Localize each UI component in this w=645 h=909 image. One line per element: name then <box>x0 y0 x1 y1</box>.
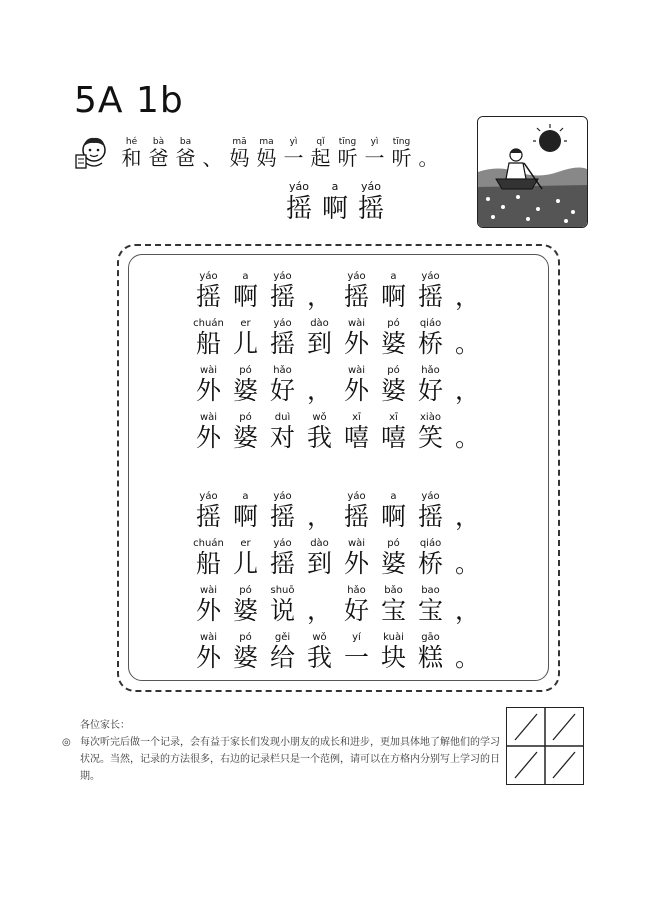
char-cell <box>449 537 486 579</box>
hanzi: 妈 <box>229 146 250 170</box>
poem-line <box>190 631 490 673</box>
pinyin: hǎo <box>347 585 366 596</box>
hanzi: 外 <box>195 596 221 625</box>
char-cell <box>412 411 449 453</box>
hanzi: 摇 <box>269 502 295 531</box>
char-cell <box>227 631 264 673</box>
hanzi: 婆 <box>232 643 258 672</box>
poem-stanza-1 <box>190 270 490 458</box>
hanzi: 外 <box>343 549 369 578</box>
pinyin: hé <box>125 137 138 147</box>
pinyin: xī <box>352 412 361 423</box>
hanzi: 。 <box>454 423 480 452</box>
char-cell <box>226 136 253 168</box>
char-cell <box>190 317 227 359</box>
hanzi: 块 <box>380 643 406 672</box>
pinyin: dào <box>310 318 329 329</box>
hanzi: 婆 <box>380 549 406 578</box>
char-cell <box>412 364 449 406</box>
char-cell <box>412 490 449 532</box>
hanzi: 笑 <box>417 423 443 452</box>
char-cell <box>227 490 264 532</box>
hanzi: 摇 <box>417 282 443 311</box>
pinyin: pó <box>387 538 400 549</box>
pinyin: mā <box>232 137 247 147</box>
pinyin: yáo <box>347 491 366 502</box>
pinyin: yáo <box>273 491 292 502</box>
char-cell <box>361 136 388 168</box>
hanzi: ， <box>454 596 480 625</box>
hanzi: 啊 <box>380 282 406 311</box>
hanzi: 摇 <box>285 194 312 224</box>
hanzi: 船 <box>195 549 221 578</box>
char-cell <box>190 584 227 626</box>
char-cell <box>338 317 375 359</box>
hanzi: 摇 <box>417 502 443 531</box>
hanzi: 好 <box>417 376 443 405</box>
char-cell <box>375 270 412 312</box>
char-cell <box>449 490 486 532</box>
hanzi: 糕 <box>417 643 443 672</box>
poem-line <box>190 270 490 312</box>
char-cell <box>449 584 486 626</box>
pinyin: xiào <box>420 412 441 423</box>
pinyin: a <box>390 491 397 502</box>
char-cell <box>375 364 412 406</box>
char-cell <box>412 270 449 312</box>
char-cell <box>301 317 338 359</box>
hanzi: 船 <box>195 329 221 358</box>
pinyin: yáo <box>347 271 366 282</box>
poem-line <box>190 364 490 406</box>
char-cell <box>118 136 145 168</box>
char-cell <box>375 317 412 359</box>
hanzi: 婆 <box>232 376 258 405</box>
pinyin: pó <box>239 632 252 643</box>
pinyin: gěi <box>274 632 291 643</box>
hanzi: 好 <box>343 596 369 625</box>
pinyin: tīng <box>338 137 357 147</box>
pinyin: yáo <box>421 271 440 282</box>
pinyin: yáo <box>289 180 309 193</box>
char-cell <box>301 270 338 312</box>
char-cell <box>415 136 442 168</box>
char-cell <box>317 181 353 222</box>
pinyin: qiáo <box>419 318 442 329</box>
char-cell <box>375 584 412 626</box>
char-cell <box>172 136 199 168</box>
poem-line <box>190 537 490 579</box>
char-cell <box>301 364 338 406</box>
char-cell <box>301 537 338 579</box>
pinyin: yáo <box>199 271 218 282</box>
char-cell <box>264 537 301 579</box>
hanzi: ， <box>306 502 332 531</box>
pinyin: duì <box>274 412 291 423</box>
hanzi: 啊 <box>232 502 258 531</box>
page-code: 5A 1b <box>74 80 184 121</box>
char-cell <box>264 490 301 532</box>
hanzi: 给 <box>269 643 295 672</box>
hanzi: 嘻 <box>380 423 406 452</box>
pinyin: chuán <box>193 538 224 549</box>
bullet-icon: ◎ <box>62 737 71 748</box>
hanzi: 一 <box>364 146 385 170</box>
char-cell <box>412 537 449 579</box>
hanzi: 摇 <box>343 282 369 311</box>
record-grid <box>506 707 584 785</box>
hanzi: ， <box>306 282 332 311</box>
pinyin: yáo <box>273 271 292 282</box>
char-cell <box>449 270 486 312</box>
pinyin: wǒ <box>312 412 327 423</box>
pinyin: qǐ <box>316 137 325 147</box>
hanzi: ， <box>306 596 332 625</box>
hanzi: 。 <box>418 146 439 170</box>
char-cell <box>375 537 412 579</box>
hanzi: ， <box>454 376 480 405</box>
poem-line <box>190 584 490 626</box>
pinyin: chuán <box>193 318 224 329</box>
hanzi: 起 <box>310 146 331 170</box>
pinyin: yáo <box>199 491 218 502</box>
hanzi: 一 <box>283 146 304 170</box>
hanzi: 妈 <box>256 146 277 170</box>
hanzi: 嘻 <box>343 423 369 452</box>
char-cell <box>334 136 361 168</box>
hanzi: 儿 <box>232 329 258 358</box>
char-cell <box>338 270 375 312</box>
hanzi: 、 <box>202 146 223 170</box>
pinyin: wài <box>199 365 218 376</box>
pinyin: wài <box>347 318 366 329</box>
hanzi: 爸 <box>175 146 196 170</box>
hanzi: 啊 <box>380 502 406 531</box>
hanzi: 爸 <box>148 146 169 170</box>
pinyin: pó <box>239 365 252 376</box>
char-cell <box>338 631 375 673</box>
pinyin: yì <box>289 137 298 147</box>
char-cell <box>190 537 227 579</box>
hanzi: 听 <box>337 146 358 170</box>
poem-line <box>190 411 490 453</box>
hanzi: 摇 <box>195 282 221 311</box>
char-cell <box>190 364 227 406</box>
hanzi: 儿 <box>232 549 258 578</box>
char-cell <box>227 270 264 312</box>
poem-line <box>190 490 490 532</box>
pinyin: kuài <box>383 632 404 643</box>
pinyin: ma <box>259 137 274 147</box>
hanzi: 一 <box>343 643 369 672</box>
hanzi: 婆 <box>380 329 406 358</box>
hanzi: ， <box>454 282 480 311</box>
hanzi: 到 <box>306 549 332 578</box>
pinyin: bà <box>152 137 165 147</box>
parent-note-heading: 各位家长： <box>80 720 130 731</box>
pinyin: er <box>240 538 251 549</box>
pinyin: tīng <box>392 137 411 147</box>
pinyin: wài <box>199 412 218 423</box>
char-cell <box>338 490 375 532</box>
poem-line <box>190 317 490 359</box>
poem-title <box>281 181 389 222</box>
hanzi: 。 <box>454 643 480 672</box>
hanzi: 听 <box>391 146 412 170</box>
hanzi: 摇 <box>357 194 384 224</box>
hanzi: 我 <box>306 643 332 672</box>
hanzi: 和 <box>121 146 142 170</box>
pinyin: yáo <box>421 491 440 502</box>
hanzi: 我 <box>306 423 332 452</box>
hanzi: 到 <box>306 329 332 358</box>
pinyin: bao <box>421 585 440 596</box>
hanzi: 婆 <box>380 376 406 405</box>
instruction <box>118 136 442 168</box>
char-cell <box>301 584 338 626</box>
char-cell <box>264 317 301 359</box>
char-cell <box>353 181 389 222</box>
char-cell <box>281 181 317 222</box>
char-cell <box>307 136 334 168</box>
hanzi: 桥 <box>417 329 443 358</box>
pinyin: yáo <box>361 180 381 193</box>
pinyin: wài <box>347 365 366 376</box>
hanzi: ， <box>454 502 480 531</box>
hanzi: 摇 <box>269 549 295 578</box>
hanzi: 婆 <box>232 423 258 452</box>
child-reading-icon <box>74 133 114 171</box>
hanzi: ， <box>306 376 332 405</box>
char-cell <box>338 537 375 579</box>
hanzi: 。 <box>454 549 480 578</box>
pinyin: pó <box>239 585 252 596</box>
parent-note-body: 每次听完后做一个记录，会有益于家长们发现小朋友的成长和进步，更加具体地了解他们的学习状况。当然，记录的方法很多，右边的记录栏只是一个范例，请可以在方格内分别写上学习的日期。 <box>80 737 500 782</box>
pinyin: xī <box>389 412 398 423</box>
char-cell <box>449 411 486 453</box>
pinyin: yáo <box>273 318 292 329</box>
char-cell <box>338 364 375 406</box>
hanzi: 外 <box>343 329 369 358</box>
char-cell <box>301 631 338 673</box>
char-cell <box>338 584 375 626</box>
pinyin: hǎo <box>273 365 292 376</box>
hanzi: 外 <box>195 376 221 405</box>
char-cell <box>227 411 264 453</box>
pinyin: ba <box>179 137 192 147</box>
hanzi: 外 <box>195 423 221 452</box>
char-cell <box>264 270 301 312</box>
pinyin: wǒ <box>312 632 327 643</box>
hanzi: 。 <box>454 329 480 358</box>
char-cell <box>227 584 264 626</box>
hanzi: 说 <box>269 596 295 625</box>
char-cell <box>280 136 307 168</box>
char-cell <box>375 490 412 532</box>
pinyin: a <box>242 491 249 502</box>
pinyin: wài <box>199 585 218 596</box>
pinyin: yí <box>352 632 361 643</box>
char-cell <box>190 631 227 673</box>
pinyin: gāo <box>421 632 440 643</box>
hanzi: 摇 <box>269 329 295 358</box>
pinyin: hǎo <box>421 365 440 376</box>
illustration-girl-in-boat <box>477 116 588 228</box>
char-cell <box>412 631 449 673</box>
pinyin: bǎo <box>384 585 403 596</box>
pinyin: dào <box>310 538 329 549</box>
char-cell <box>190 270 227 312</box>
char-cell <box>449 364 486 406</box>
pinyin: pó <box>387 365 400 376</box>
pinyin: a <box>242 271 249 282</box>
char-cell <box>190 490 227 532</box>
char-cell <box>264 631 301 673</box>
pinyin: qiáo <box>419 538 442 549</box>
char-cell <box>412 317 449 359</box>
char-cell <box>253 136 280 168</box>
hanzi: 宝 <box>380 596 406 625</box>
hanzi: 摇 <box>343 502 369 531</box>
char-cell <box>338 411 375 453</box>
char-cell <box>145 136 172 168</box>
hanzi: 外 <box>195 643 221 672</box>
pinyin: a <box>390 271 397 282</box>
char-cell <box>264 584 301 626</box>
pinyin: shuō <box>270 585 295 596</box>
pinyin: wài <box>347 538 366 549</box>
char-cell <box>227 364 264 406</box>
hanzi: 桥 <box>417 549 443 578</box>
char-cell <box>227 537 264 579</box>
char-cell <box>449 317 486 359</box>
char-cell <box>190 411 227 453</box>
char-cell <box>301 411 338 453</box>
char-cell <box>412 584 449 626</box>
parent-note <box>62 717 502 785</box>
char-cell <box>375 631 412 673</box>
pinyin: yì <box>370 137 379 147</box>
char-cell <box>264 411 301 453</box>
pinyin: er <box>240 318 251 329</box>
hanzi: 摇 <box>195 502 221 531</box>
hanzi: 对 <box>269 423 295 452</box>
char-cell <box>388 136 415 168</box>
pinyin: yáo <box>273 538 292 549</box>
poem-stanza-2 <box>190 490 490 678</box>
pinyin: a <box>331 180 339 193</box>
pinyin: pó <box>239 412 252 423</box>
hanzi: 宝 <box>417 596 443 625</box>
char-cell <box>449 631 486 673</box>
hanzi: 啊 <box>232 282 258 311</box>
char-cell <box>301 490 338 532</box>
char-cell <box>375 411 412 453</box>
char-cell <box>199 136 226 168</box>
pinyin: pó <box>387 318 400 329</box>
char-cell <box>264 364 301 406</box>
hanzi: 啊 <box>321 194 348 224</box>
hanzi: 外 <box>343 376 369 405</box>
char-cell <box>227 317 264 359</box>
hanzi: 摇 <box>269 282 295 311</box>
pinyin: wài <box>199 632 218 643</box>
hanzi: 好 <box>269 376 295 405</box>
hanzi: 婆 <box>232 596 258 625</box>
